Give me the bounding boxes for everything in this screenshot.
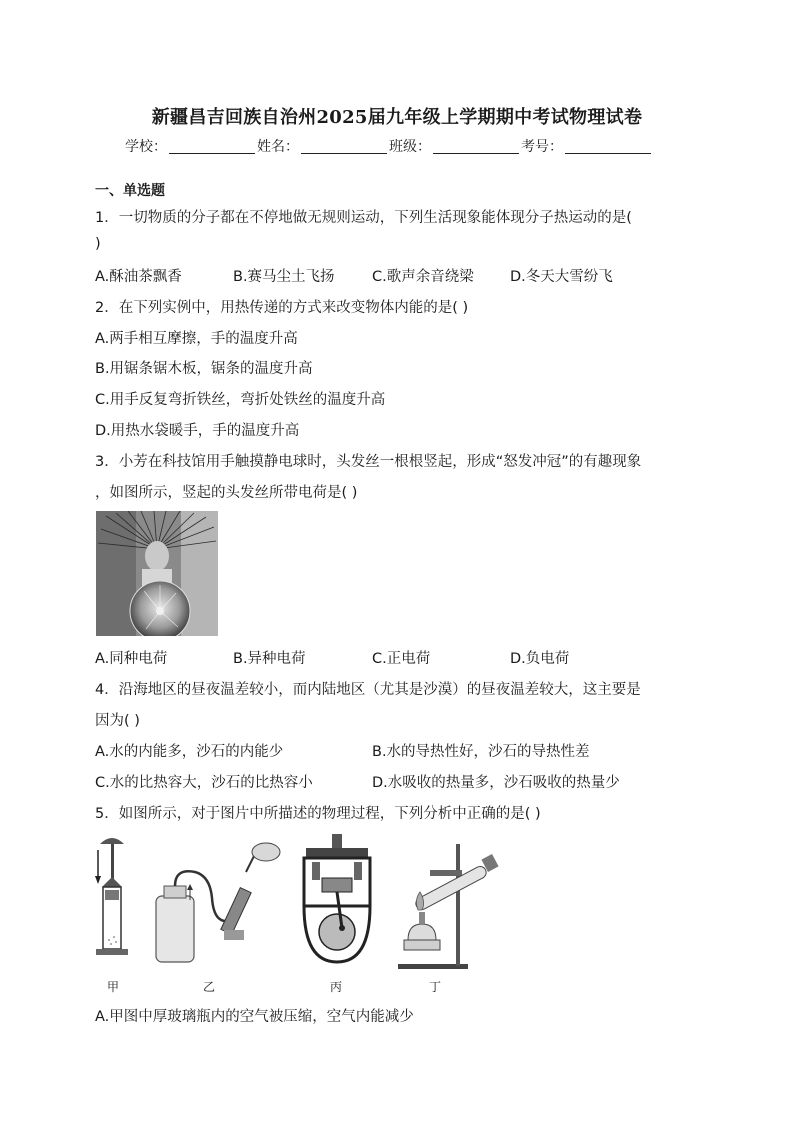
- school-label: 学校：: [125, 139, 167, 155]
- q3-stem-line2: ，如图所示，竖起的头发丝所带电荷是( ): [95, 485, 358, 501]
- q5-stem: 5．如图所示，对于图片中所描述的物理过程，下列分析中正确的是( ): [95, 806, 541, 822]
- q4-option-c: C.水的比热容大，沙石的比热容小: [95, 775, 313, 791]
- q2-option-a: A.两手相互摩擦，手的温度升高: [95, 331, 298, 347]
- q3-option-a: A.同种电荷: [95, 651, 168, 667]
- q1-option-c: C.歌声余音绕梁: [372, 269, 474, 285]
- q2-option-d: D.用热水袋暖手，手的温度升高: [95, 423, 300, 439]
- compression-cylinder-figure: [92, 832, 132, 972]
- q4-option-d: D.水吸收的热量多，沙石吸收的热量少: [372, 775, 620, 791]
- student-info-row: [125, 136, 653, 156]
- q3-option-c: C.正电荷: [372, 651, 431, 667]
- section-title: 一、单选题: [95, 183, 165, 199]
- figure-label-yi: 乙: [203, 980, 216, 994]
- q4-stem-line2: 因为( ): [95, 713, 140, 729]
- q2-stem: 2．在下列实例中，用热传递的方式来改变物体内能的是( ): [95, 300, 469, 316]
- exam-no-label: 考号：: [521, 139, 563, 155]
- electrostatic-ball-photo: [96, 511, 218, 636]
- q5-option-a: A.甲图中厚玻璃瓶内的空气被压缩，空气内能减少: [95, 1009, 414, 1025]
- exam-no-blank: [565, 139, 651, 154]
- q1-option-b: B.赛马尘土飞扬: [233, 269, 335, 285]
- q3-option-d: D.负电荷: [510, 651, 570, 667]
- engine-cylinder-figure: [298, 832, 376, 972]
- bottle-pump-figure: [150, 838, 290, 970]
- q4-option-a: A.水的内能多，沙石的内能少: [95, 744, 284, 760]
- figure-label-ding: 丁: [429, 980, 442, 994]
- q2-option-c: C.用手反复弯折铁丝，弯折处铁丝的温度升高: [95, 392, 386, 408]
- school-blank: [169, 139, 255, 154]
- q1-stem-line2: ): [95, 236, 101, 252]
- q1-option-a: A.酥油茶飘香: [95, 269, 182, 285]
- q1-option-d: D.冬天大雪纷飞: [510, 269, 613, 285]
- name-label: 姓名：: [257, 139, 299, 155]
- page-title: 新疆昌吉回族自治州2025届九年级上学期期中考试物理试卷: [151, 107, 643, 128]
- figure-label-jia: 甲: [107, 980, 120, 994]
- q2-option-b: B.用锯条锯木板，锯条的温度升高: [95, 361, 313, 377]
- figure-label-bing: 丙: [330, 980, 343, 994]
- q4-option-b: B.水的导热性好，沙石的导热性差: [372, 744, 590, 760]
- name-blank: [301, 139, 387, 154]
- q3-option-b: B.异种电荷: [233, 651, 306, 667]
- class-label: 班级：: [389, 139, 431, 155]
- test-tube-heating-figure: [392, 844, 504, 972]
- q3-stem-line1: 3．小芳在科技馆用手触摸静电球时，头发丝一根根竖起，形成“怒发冲冠”的有趣现象: [95, 454, 642, 470]
- q4-stem-line1: 4．沿海地区的昼夜温差较小，而内陆地区（尤其是沙漠）的昼夜温差较大，这主要是: [95, 682, 641, 698]
- class-blank: [433, 139, 519, 154]
- q1-stem-line1: 1．一切物质的分子都在不停地做无规则运动，下列生活现象能体现分子热运动的是(: [95, 210, 632, 226]
